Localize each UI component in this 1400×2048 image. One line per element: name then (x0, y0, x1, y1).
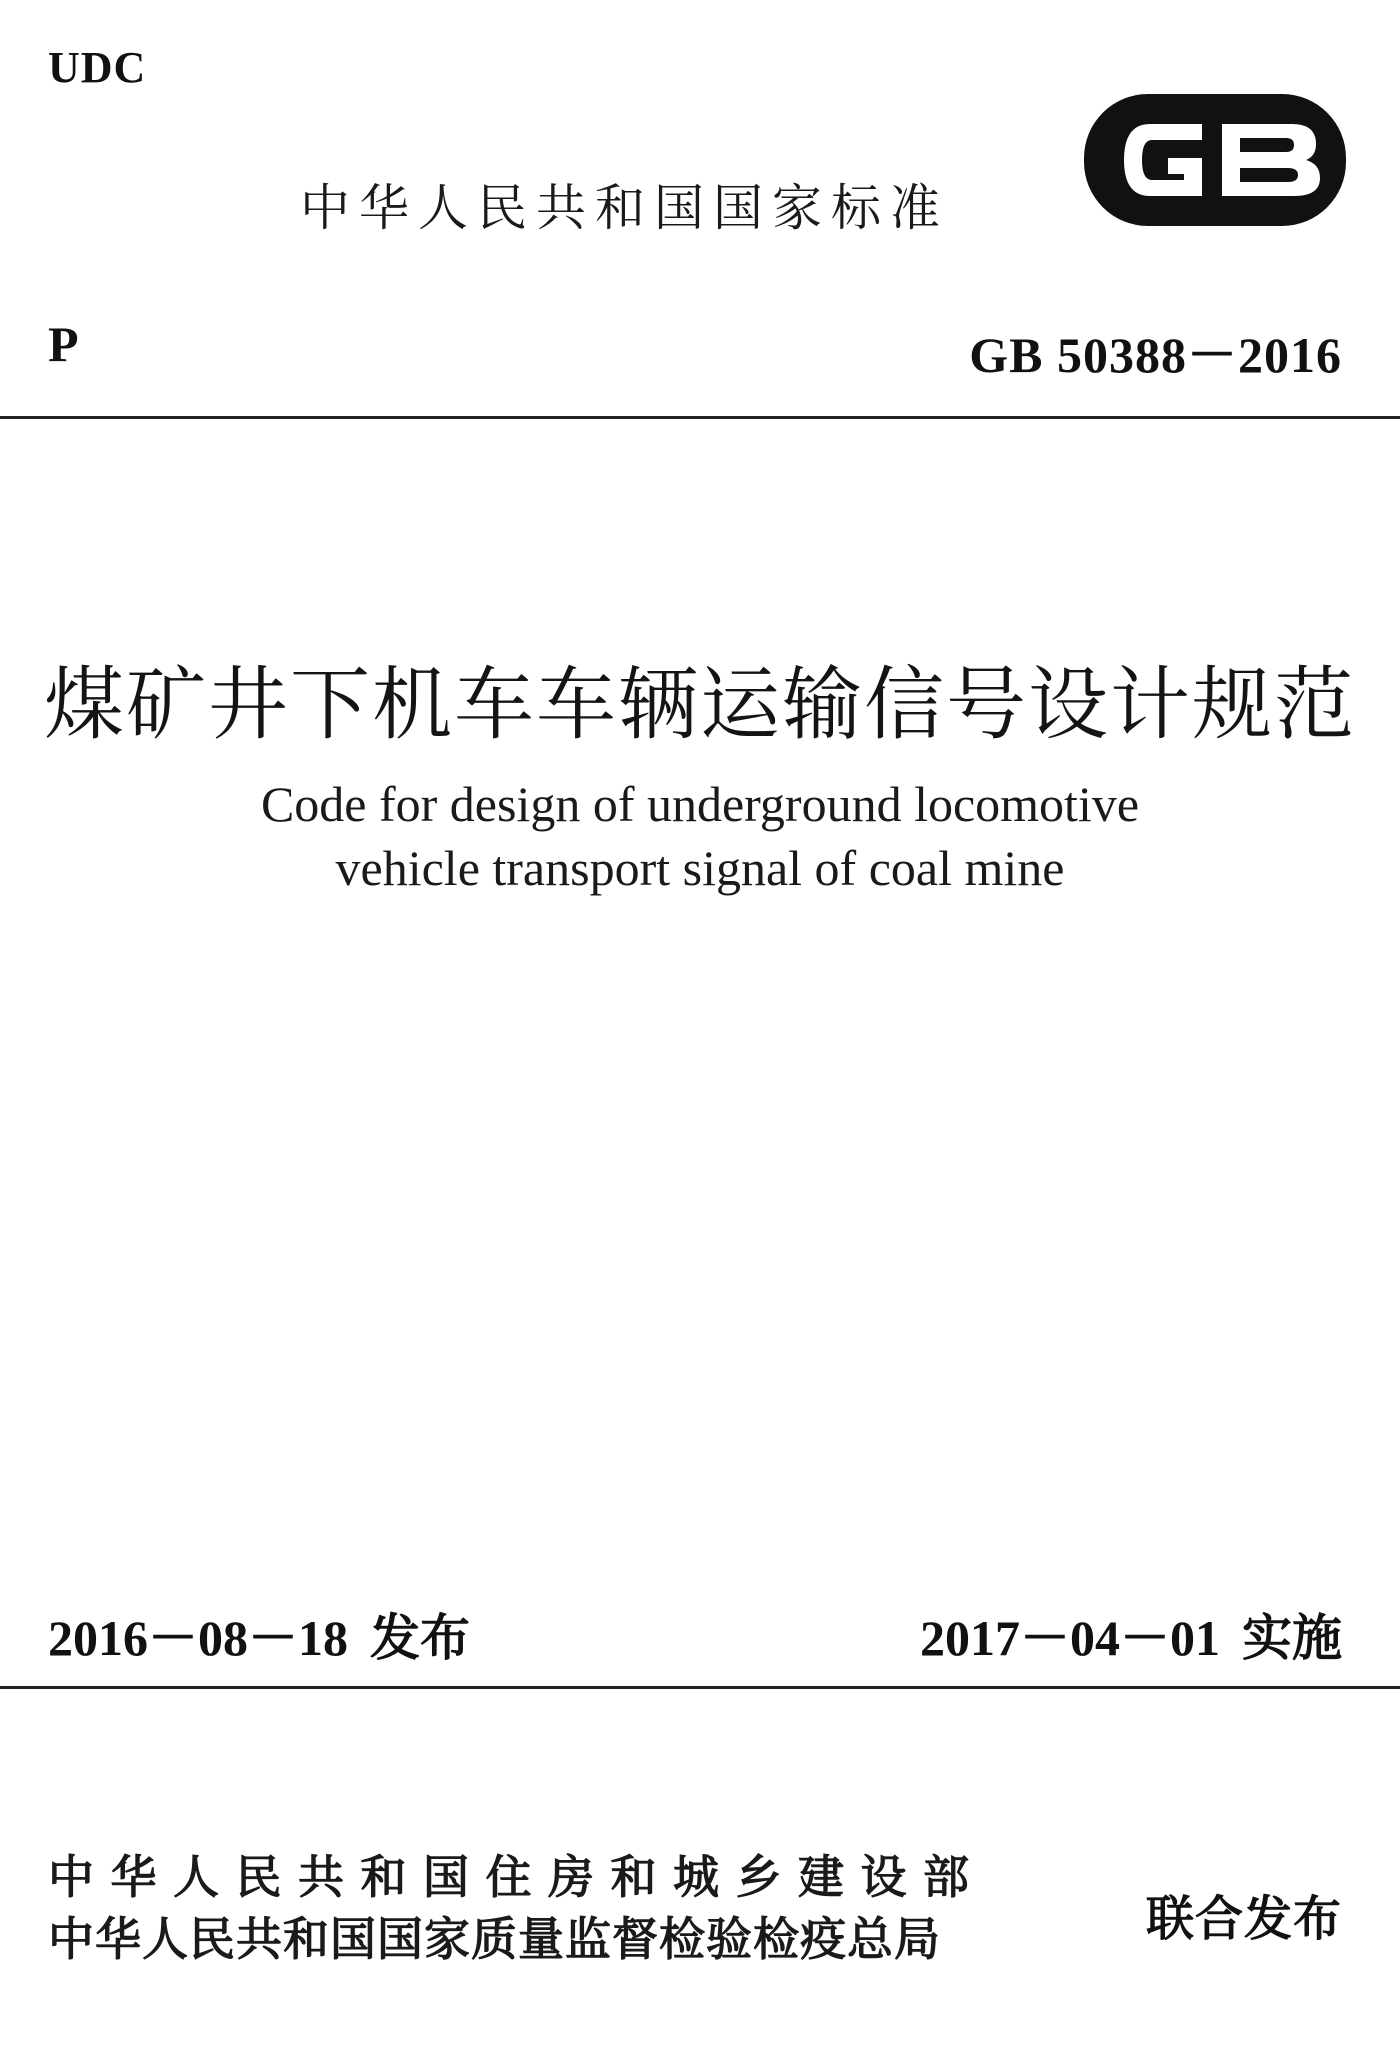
bottom-divider (0, 1686, 1400, 1689)
standard-number: GB 50388－2016 (969, 327, 1342, 383)
title-english (0, 772, 1400, 900)
issue-label: 发布 (370, 1609, 470, 1667)
issue-date-block (48, 1598, 470, 1670)
udc-label: UDC (48, 43, 147, 92)
gb-logo-icon (1080, 88, 1350, 232)
effective-label: 实施 (1242, 1609, 1342, 1667)
title-english-line-2: vehicle transport signal of coal mine (335, 840, 1065, 896)
issuer-1: 中华人民共和国住房和城乡建设部 (48, 1850, 986, 1904)
effective-date: 2017－04－01 (920, 1610, 1220, 1666)
joint-issue-label: 联合发布 (1145, 1891, 1342, 1947)
title-english-line-1: Code for design of underground locomotive (260, 776, 1140, 832)
issuer-2: 中华人民共和国国家质量监督检验检疫总局 (48, 1912, 941, 1966)
top-divider (0, 416, 1400, 419)
standard-type: 中华人民共和国国家标准 (300, 179, 949, 237)
issue-date: 2016－08－18 (48, 1610, 348, 1666)
issuers-block (48, 1846, 986, 1970)
effective-date-block (920, 1598, 1342, 1670)
classification-code: P (48, 316, 79, 372)
title-chinese: 煤矿井下机车车辆运输信号设计规范 (44, 658, 1356, 751)
